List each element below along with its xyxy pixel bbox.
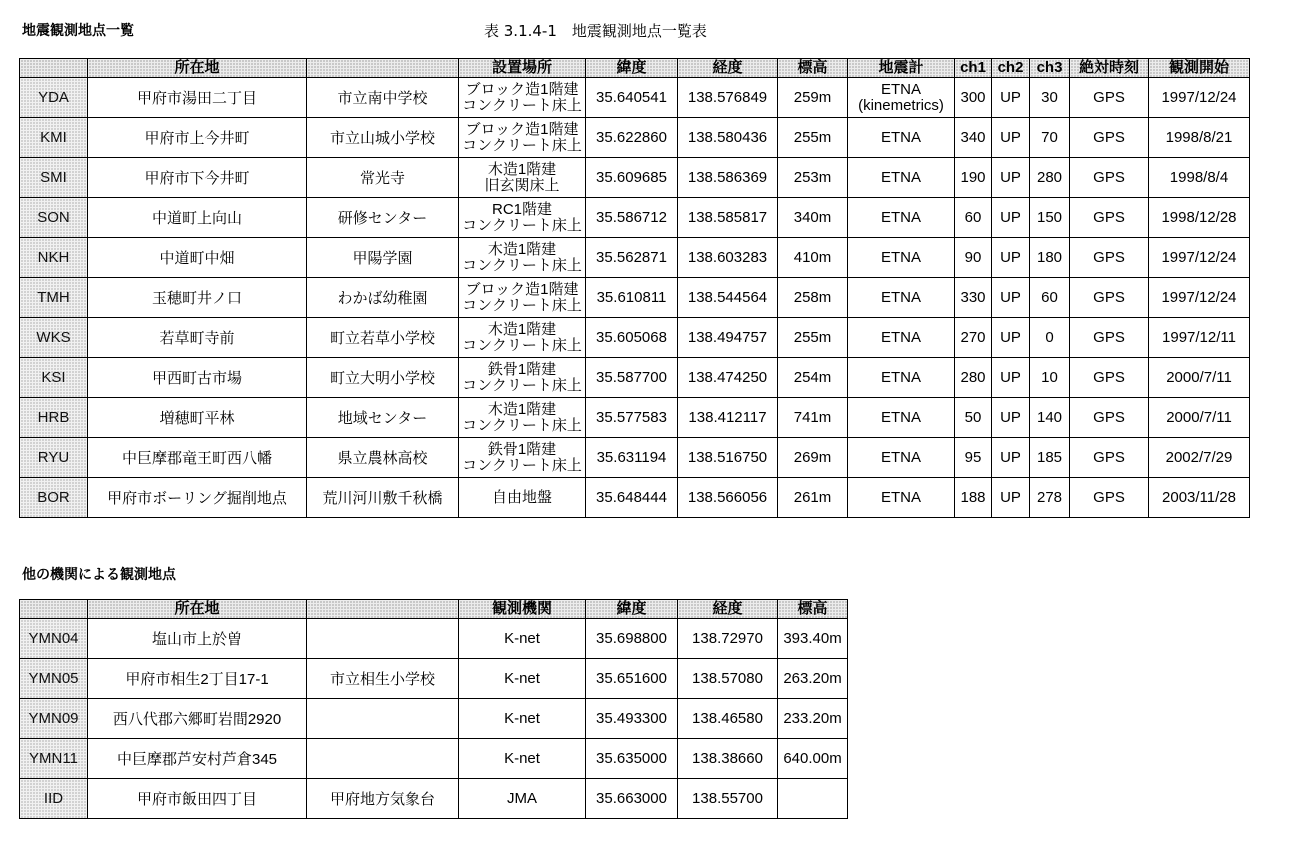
station-seismometer [848,78,955,118]
station-site: 市立山城小学校 [307,118,459,158]
station-setting [459,238,586,278]
station-longitude: 138.544564 [678,278,778,318]
station-address: 甲府市下今井町 [88,158,307,198]
station-ch1: 188 [955,478,992,518]
table-row [20,318,1250,358]
station-start-date: 2002/7/29 [1149,438,1250,478]
station-address: 甲府市飯田四丁目 [88,779,307,819]
station-setting [459,478,586,518]
station-elevation: 741m [778,398,848,438]
header-ch3: ch3 [1030,59,1070,78]
station-setting [459,198,586,238]
station-code: TMH [20,278,88,318]
station-address: 甲府市ボーリング掘削地点 [88,478,307,518]
station-start-date: 1997/12/11 [1149,318,1250,358]
station-setting-line: コンクリート床上 [462,256,582,274]
station-absolute-time: GPS [1070,238,1149,278]
station-code: BOR [20,478,88,518]
station-ch2: UP [992,198,1030,238]
station-site [307,739,459,779]
seismic-stations-table [19,58,1250,518]
station-setting-line: コンクリート床上 [462,296,582,314]
station-address: 中道町中畑 [88,238,307,278]
station-longitude: 138.412117 [678,398,778,438]
station-ch1: 340 [955,118,992,158]
station-ch3: 70 [1030,118,1070,158]
header-ch2: ch2 [992,59,1030,78]
table-row [20,158,1250,198]
station-start-date: 2000/7/11 [1149,398,1250,438]
station-code: NKH [20,238,88,278]
station-absolute-time: GPS [1070,158,1149,198]
station-elevation: 410m [778,238,848,278]
header-organization: 観測機関 [459,600,586,619]
station-ch2: UP [992,438,1030,478]
station-address: 甲府市湯田二丁目 [88,78,307,118]
station-organization: JMA [459,779,586,819]
station-latitude: 35.586712 [586,198,678,238]
station-seismometer [848,198,955,238]
station-start-date: 1998/12/28 [1149,198,1250,238]
station-latitude: 35.562871 [586,238,678,278]
header-longitude: 経度 [678,59,778,78]
table-row [20,659,848,699]
station-seismometer-line: (kinemetrics) [858,96,944,114]
station-setting-line: ブロック造1階建 [465,280,579,298]
station-seismometer-line: ETNA [880,448,921,466]
station-ch1: 60 [955,198,992,238]
station-longitude: 138.57080 [678,659,778,699]
station-site: わかば幼稚園 [307,278,459,318]
station-code: WKS [20,318,88,358]
section-title-other-stations: 他の機関による観測地点 [22,567,176,583]
station-absolute-time: GPS [1070,118,1149,158]
station-start-date: 1997/12/24 [1149,78,1250,118]
header-elevation: 標高 [778,59,848,78]
station-site: 甲陽学園 [307,238,459,278]
station-site: 町立大明小学校 [307,358,459,398]
header-absolute-time: 絶対時刻 [1070,59,1149,78]
station-code: SON [20,198,88,238]
station-seismometer [848,478,955,518]
station-longitude: 138.494757 [678,318,778,358]
station-longitude: 138.46580 [678,699,778,739]
station-setting-line: 木造1階建 [487,400,557,418]
header-address: 所在地 [88,59,307,78]
station-elevation: 340m [778,198,848,238]
station-setting [459,438,586,478]
station-absolute-time: GPS [1070,398,1149,438]
station-ch2: UP [992,318,1030,358]
station-code: KMI [20,118,88,158]
header-setting: 設置場所 [459,59,586,78]
station-elevation: 261m [778,478,848,518]
station-latitude: 35.698800 [586,619,678,659]
station-absolute-time: GPS [1070,438,1149,478]
station-ch2: UP [992,118,1030,158]
table-row [20,238,1250,278]
station-elevation: 254m [778,358,848,398]
header-row [20,59,1250,78]
station-absolute-time: GPS [1070,358,1149,398]
station-start-date: 1997/12/24 [1149,238,1250,278]
station-organization: K-net [459,699,586,739]
station-setting [459,118,586,158]
station-address: 中巨摩郡芦安村芦倉345 [88,739,307,779]
station-latitude: 35.609685 [586,158,678,198]
station-elevation: 393.40m [778,619,848,659]
station-ch1: 270 [955,318,992,358]
station-address: 甲府市相生2丁目17-1 [88,659,307,699]
station-setting-line: 鉄骨1階建 [487,360,557,378]
station-setting-line: コンクリート床上 [462,336,582,354]
station-seismometer-line: ETNA [880,488,921,506]
station-ch3: 60 [1030,278,1070,318]
station-setting [459,278,586,318]
station-address: 甲府市上今井町 [88,118,307,158]
station-seismometer [848,158,955,198]
header-start-date: 観測開始 [1149,59,1250,78]
station-organization: K-net [459,659,586,699]
station-seismometer [848,358,955,398]
station-setting-line: RC1階建 [491,200,552,218]
station-absolute-time: GPS [1070,278,1149,318]
table-row [20,779,848,819]
station-code: RYU [20,438,88,478]
station-longitude: 138.72970 [678,619,778,659]
station-address: 若草町寺前 [88,318,307,358]
station-setting-line: 自由地盤 [491,488,552,506]
station-longitude: 138.516750 [678,438,778,478]
station-ch3: 30 [1030,78,1070,118]
station-setting-line: ブロック造1階建 [465,120,579,138]
table-row [20,398,1250,438]
station-site: 常光寺 [307,158,459,198]
station-ch2: UP [992,158,1030,198]
station-setting-line: コンクリート床上 [462,136,582,154]
station-longitude: 138.474250 [678,358,778,398]
station-latitude: 35.577583 [586,398,678,438]
station-organization: K-net [459,739,586,779]
header-longitude: 経度 [678,600,778,619]
station-setting-line: コンクリート床上 [462,376,582,394]
station-site: 市立南中学校 [307,78,459,118]
header-elevation: 標高 [778,600,848,619]
station-longitude: 138.38660 [678,739,778,779]
station-seismometer [848,238,955,278]
station-seismometer-line: ETNA [880,328,921,346]
station-start-date: 2003/11/28 [1149,478,1250,518]
header-code [20,600,88,619]
station-latitude: 35.587700 [586,358,678,398]
station-setting [459,158,586,198]
station-longitude: 138.603283 [678,238,778,278]
station-latitude: 35.493300 [586,699,678,739]
station-elevation: 258m [778,278,848,318]
station-elevation: 259m [778,78,848,118]
station-longitude: 138.576849 [678,78,778,118]
station-latitude: 35.631194 [586,438,678,478]
station-seismometer-line: ETNA [880,128,921,146]
station-ch1: 95 [955,438,992,478]
station-site: 甲府地方気象台 [307,779,459,819]
table-row [20,699,848,739]
station-elevation: 253m [778,158,848,198]
station-ch2: UP [992,238,1030,278]
station-ch1: 190 [955,158,992,198]
station-setting-line: 旧玄関床上 [484,176,560,194]
station-seismometer-line: ETNA [880,248,921,266]
station-setting [459,318,586,358]
station-absolute-time: GPS [1070,478,1149,518]
station-seismometer-line: ETNA [880,208,921,226]
station-ch3: 150 [1030,198,1070,238]
station-ch2: UP [992,358,1030,398]
station-setting [459,398,586,438]
header-code [20,59,88,78]
station-absolute-time: GPS [1070,78,1149,118]
station-code: HRB [20,398,88,438]
station-ch2: UP [992,478,1030,518]
station-site: 町立若草小学校 [307,318,459,358]
station-elevation: 640.00m [778,739,848,779]
header-address: 所在地 [88,600,307,619]
station-setting-line: 木造1階建 [487,320,557,338]
station-setting-line: 鉄骨1階建 [487,440,557,458]
header-ch1: ch1 [955,59,992,78]
station-ch3: 278 [1030,478,1070,518]
station-setting-line: 木造1階建 [487,160,557,178]
table-row [20,78,1250,118]
station-ch3: 10 [1030,358,1070,398]
header-latitude: 緯度 [586,600,678,619]
header-site [307,600,459,619]
table-row [20,619,848,659]
station-latitude: 35.651600 [586,659,678,699]
station-address: 玉穂町井ノ口 [88,278,307,318]
station-code: YDA [20,78,88,118]
station-ch3: 185 [1030,438,1070,478]
station-setting-line: コンクリート床上 [462,456,582,474]
station-ch1: 280 [955,358,992,398]
station-latitude: 35.605068 [586,318,678,358]
station-longitude: 138.586369 [678,158,778,198]
page-title: 地震観測地点一覧 [22,23,134,39]
station-ch2: UP [992,278,1030,318]
station-site: 市立相生小学校 [307,659,459,699]
station-start-date: 1998/8/21 [1149,118,1250,158]
station-code: YMN05 [20,659,88,699]
station-code: YMN09 [20,699,88,739]
station-address: 甲西町古市場 [88,358,307,398]
station-seismometer-line: ETNA [880,288,921,306]
station-latitude: 35.648444 [586,478,678,518]
table-row [20,478,1250,518]
station-address: 塩山市上於曽 [88,619,307,659]
header-row [20,600,848,619]
station-setting-line: コンクリート床上 [462,416,582,434]
station-site: 荒川河川敷千秋橋 [307,478,459,518]
station-seismometer-line: ETNA [880,168,921,186]
station-start-date: 2000/7/11 [1149,358,1250,398]
station-seismometer-line: ETNA [880,368,921,386]
table-caption: 表 3.1.4-1 地震観測地点一覧表 [484,22,707,40]
station-address: 西八代郡六郷町岩間2920 [88,699,307,739]
station-longitude: 138.580436 [678,118,778,158]
station-start-date: 1998/8/4 [1149,158,1250,198]
station-setting [459,358,586,398]
station-ch3: 180 [1030,238,1070,278]
station-absolute-time: GPS [1070,318,1149,358]
station-ch3: 280 [1030,158,1070,198]
table-row [20,438,1250,478]
station-elevation: 263.20m [778,659,848,699]
station-code: IID [20,779,88,819]
station-ch1: 300 [955,78,992,118]
table-row [20,118,1250,158]
station-site [307,699,459,739]
station-elevation: 233.20m [778,699,848,739]
station-setting-line: 木造1階建 [487,240,557,258]
table-row [20,358,1250,398]
station-code: KSI [20,358,88,398]
station-organization: K-net [459,619,586,659]
station-ch1: 330 [955,278,992,318]
table-row [20,198,1250,238]
station-start-date: 1997/12/24 [1149,278,1250,318]
station-elevation: 255m [778,118,848,158]
station-seismometer-line: ETNA [880,80,921,98]
station-site [307,619,459,659]
station-code: SMI [20,158,88,198]
table-row [20,278,1250,318]
station-seismometer [848,438,955,478]
header-latitude: 緯度 [586,59,678,78]
station-seismometer [848,398,955,438]
station-longitude: 138.585817 [678,198,778,238]
station-ch3: 140 [1030,398,1070,438]
station-setting [459,78,586,118]
station-site: 研修センター [307,198,459,238]
station-elevation: 255m [778,318,848,358]
station-address: 中巨摩郡竜王町西八幡 [88,438,307,478]
station-latitude: 35.663000 [586,779,678,819]
station-site: 県立農林高校 [307,438,459,478]
station-latitude: 35.622860 [586,118,678,158]
station-seismometer [848,118,955,158]
station-longitude: 138.566056 [678,478,778,518]
station-code: YMN04 [20,619,88,659]
header-seismometer: 地震計 [848,59,955,78]
station-address: 増穂町平林 [88,398,307,438]
station-code: YMN11 [20,739,88,779]
station-elevation [778,779,848,819]
station-seismometer [848,318,955,358]
station-latitude: 35.640541 [586,78,678,118]
station-seismometer-line: ETNA [880,408,921,426]
station-setting-line: コンクリート床上 [462,216,582,234]
station-setting-line: コンクリート床上 [462,96,582,114]
station-ch2: UP [992,398,1030,438]
station-ch1: 90 [955,238,992,278]
station-absolute-time: GPS [1070,198,1149,238]
station-ch2: UP [992,78,1030,118]
station-latitude: 35.635000 [586,739,678,779]
station-seismometer [848,278,955,318]
station-latitude: 35.610811 [586,278,678,318]
station-longitude: 138.55700 [678,779,778,819]
other-stations-table [19,599,848,819]
table-row [20,739,848,779]
station-site: 地域センター [307,398,459,438]
station-ch1: 50 [955,398,992,438]
header-site [307,59,459,78]
station-elevation: 269m [778,438,848,478]
station-address: 中道町上向山 [88,198,307,238]
station-ch3: 0 [1030,318,1070,358]
station-setting-line: ブロック造1階建 [465,80,579,98]
